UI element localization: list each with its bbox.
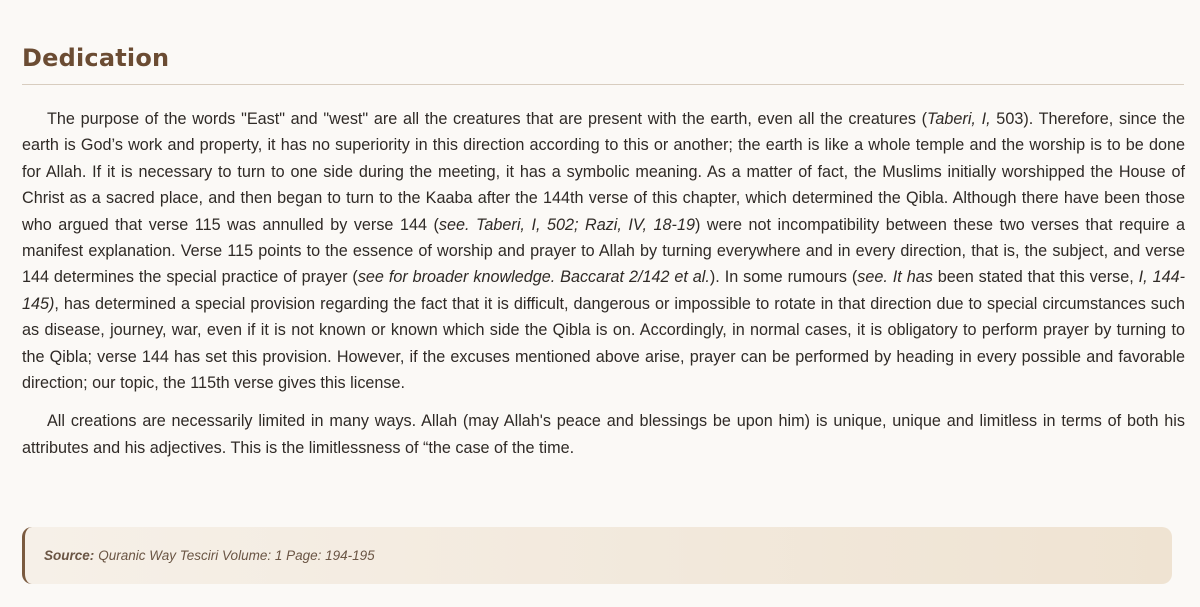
paragraph-1-text-3: ) were not incompatibility between these two verses that require a manifest explanation. Verse 115 points to the essence of worship and prayer to Allah by turning everywhere and in every direction, that is, the subject, and verse 144 determines the special practice of prayer ( xyxy=(22,215,1185,287)
source-label: Source: xyxy=(44,548,95,563)
title-divider xyxy=(22,84,1184,85)
paragraph-2: All creations are necessarily limited in many ways. Allah (may Allah's peace and blessings be upon him) is unique, unique and limitless in terms of both his attributes and his adjectives. This is the limitlessness of “the case of the time. xyxy=(22,412,1185,457)
paragraph-1 xyxy=(22,106,1185,396)
citation-see-it-has: see. It has xyxy=(857,268,933,287)
article-body xyxy=(22,106,1185,461)
citation-taberi-razi: see. Taberi, I, 502; Razi, IV, 18-19 xyxy=(438,215,695,234)
paragraph-1-text-2: 503). Therefore, since the earth is God’s work and property, it has no superiority in this direction according to this or another; the earth is like a whole temple and the worship is to be done for Allah. If it is necessary to turn to one side during the meeting, it has a symbolic meaning. As a matter of fact, the Muslims initially worshipped the House of Christ as a sacred place, and then began to turn to the Kaaba after the 144th verse of this chapter, which determined the Qibla. Although there have been those who argued that verse 115 was annulled by verse 144 ( xyxy=(22,110,1185,234)
paragraph-1-text-4: ). In some rumours ( xyxy=(709,268,858,287)
page-title: Dedication xyxy=(22,44,170,72)
citation-i-144-145: I, 144-145) xyxy=(22,268,1185,313)
citation-baccarat: see for broader knowledge. Baccarat 2/142 et al. xyxy=(357,268,710,287)
source-box xyxy=(22,527,1172,584)
citation-taberi: Taberi, I, xyxy=(927,110,991,128)
paragraph-1-text-6: , has determined a special provision regarding the fact that it is difficult, dangerous or impossible to rotate in that direction due to special circumstances such as disease, journey, war, even if it is not known or known which side the Qibla is on. Accordingly, in normal cases, it is obligatory to perform prayer by turning to the Qibla; verse 144 has set this provision. However, if the excuses mentioned above arise, prayer can be performed by heading in every possible and favorable direction; our topic, the 115th verse gives this license. xyxy=(22,294,1185,393)
paragraph-1-text-1: The purpose of the words "East" and "west" are all the creatures that are present with the earth, even all the creatures ( xyxy=(47,110,928,128)
source-text: Quranic Way Tesciri Volume: 1 Page: 194-195 xyxy=(98,548,375,563)
paragraph-1-text-5: been stated that this verse, xyxy=(932,268,1139,287)
